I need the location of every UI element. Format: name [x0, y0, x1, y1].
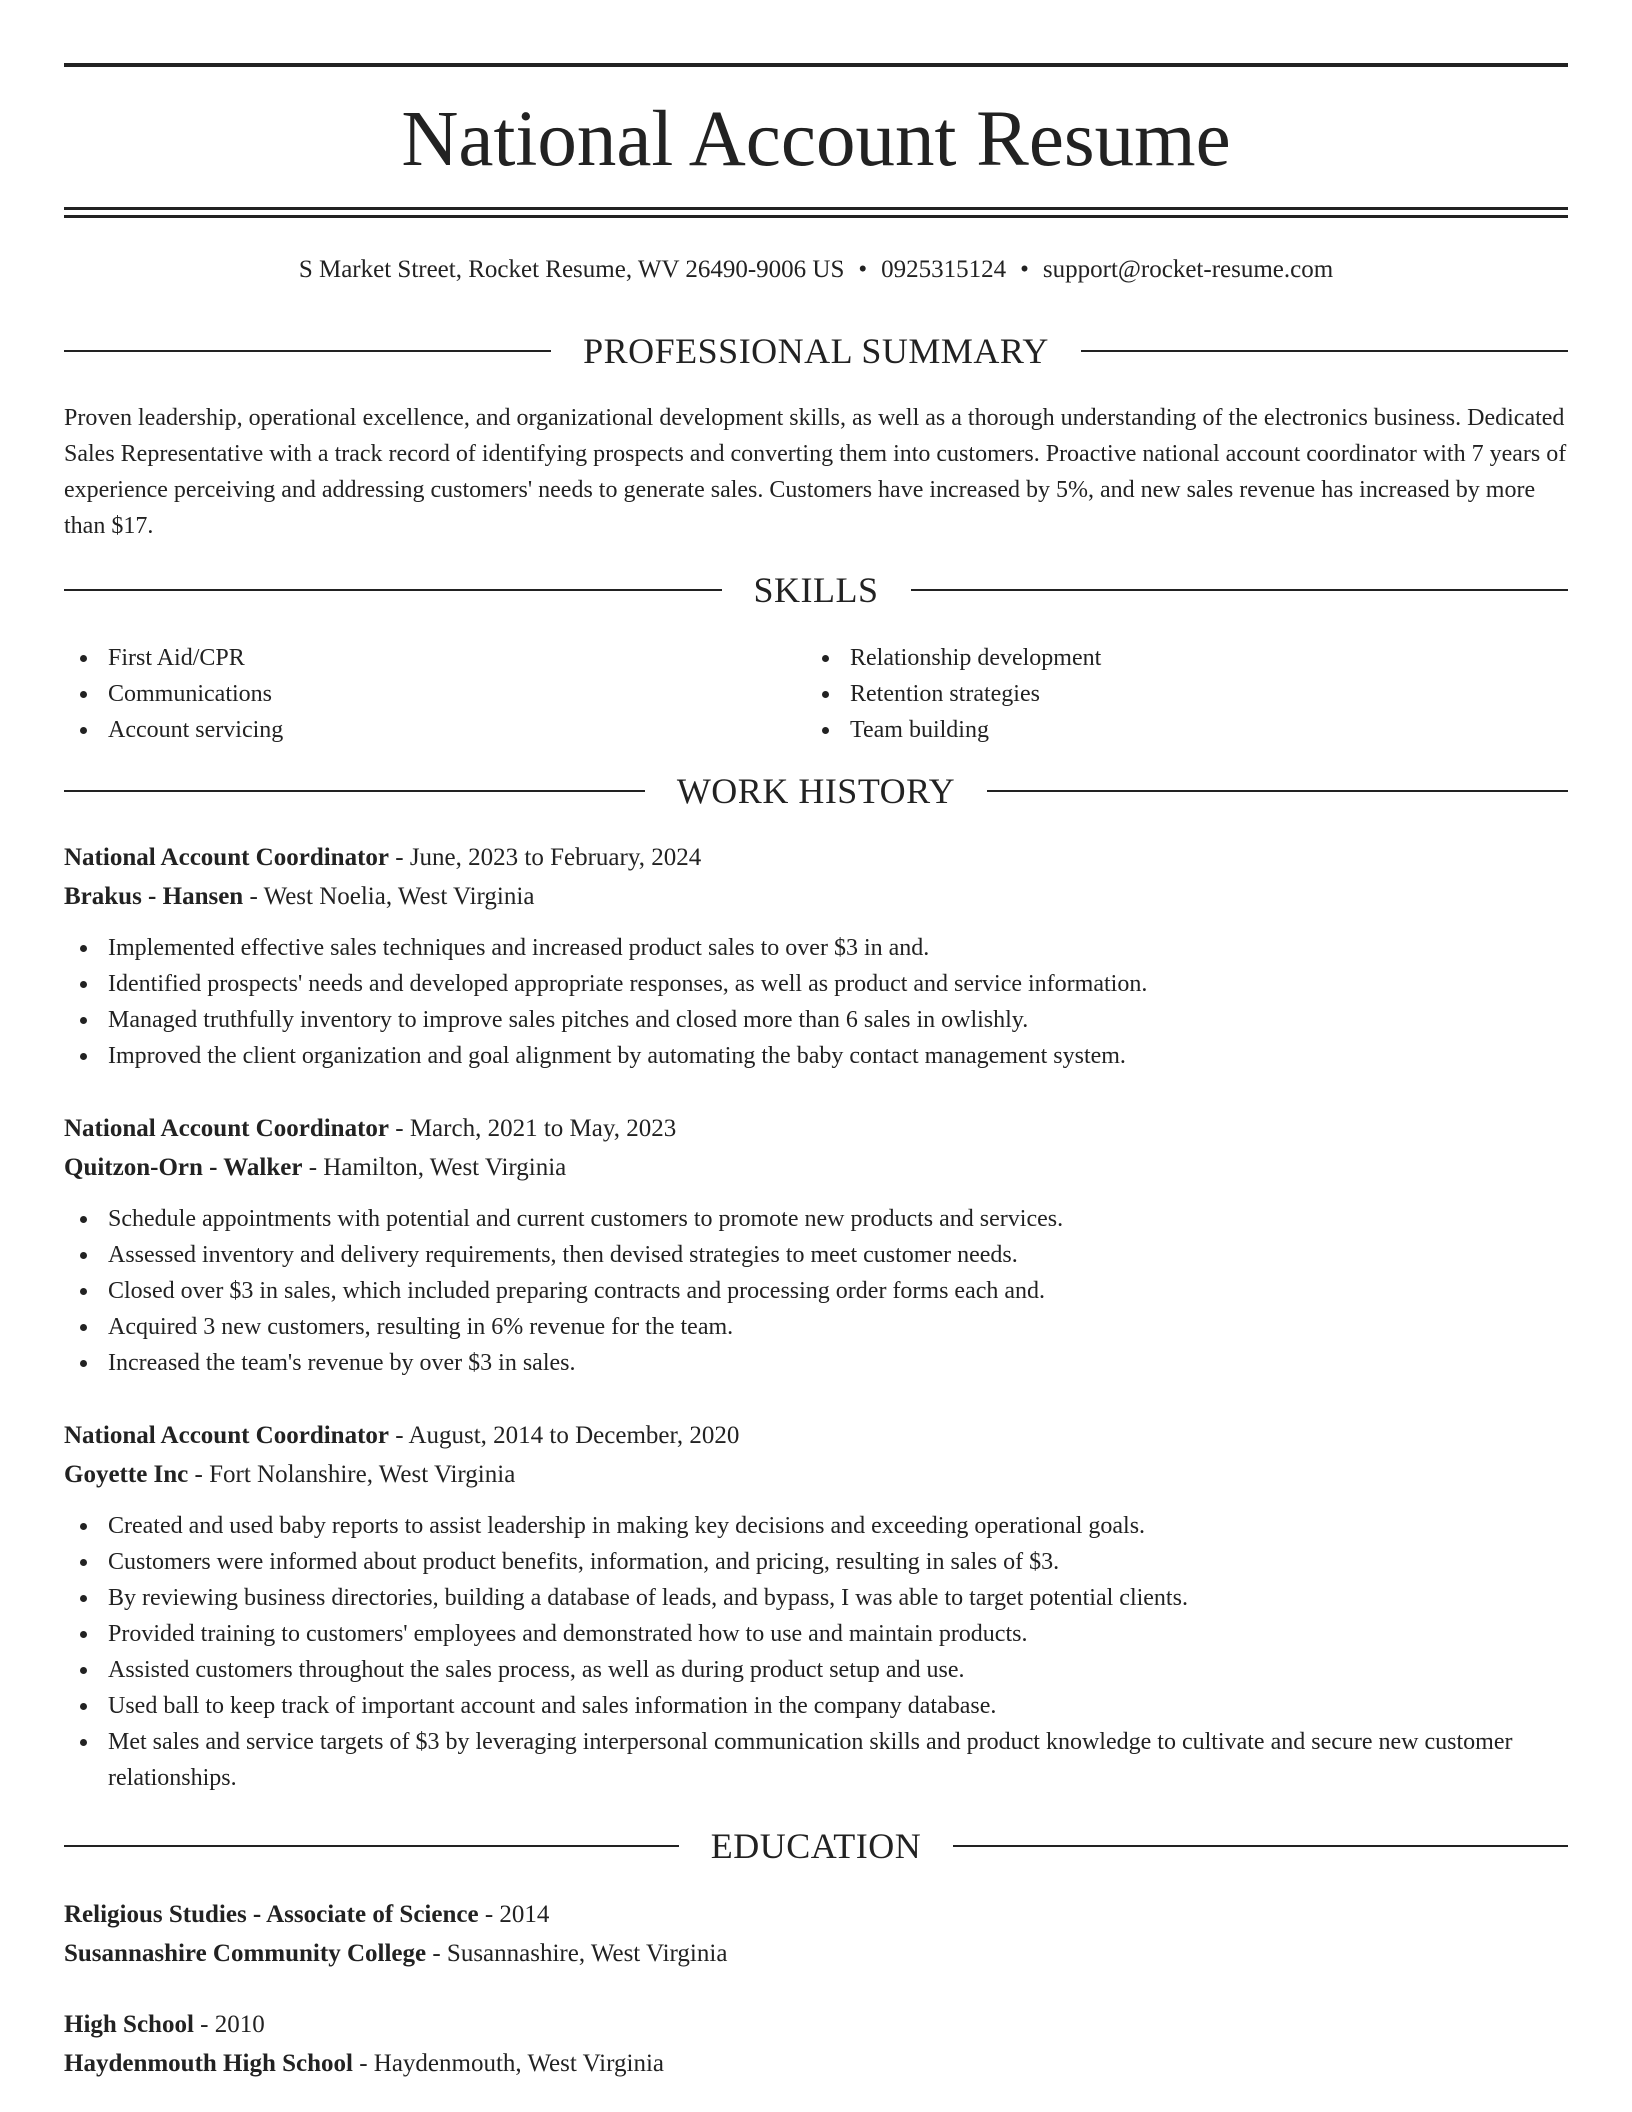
job-bullet: Created and used baby reports to assist leadership in making key decisions and exceeding operational goals.: [64, 1508, 1568, 1544]
education-school: Haydenmouth High School: [64, 2050, 353, 2077]
job-bullet: Improved the client organization and goal alignment by automating the baby contact management system.: [64, 1038, 1568, 1074]
job-bullet: Assessed inventory and delivery requirements, then devised strategies to meet customer needs.: [64, 1237, 1568, 1273]
education-degree: High School: [64, 2011, 194, 2038]
skill-item: Account servicing: [64, 712, 764, 748]
contact-email: support@rocket-resume.com: [1042, 256, 1334, 283]
job-bullet: Implemented effective sales techniques and increased product sales to over $3 in and.: [64, 930, 1568, 966]
job-dates: August, 2014 to December, 2020: [408, 1422, 740, 1449]
heading-rule: [64, 350, 551, 352]
job-company: Brakus - Hansen: [64, 883, 244, 910]
job-bullet: By reviewing business directories, building a database of leads, and bypass, I was able to target potential clients.: [64, 1580, 1568, 1616]
job-bullet: Acquired 3 new customers, resulting in 6% revenue for the team.: [64, 1309, 1568, 1345]
heading-rule: [64, 589, 722, 591]
job-entry: [64, 1416, 1568, 1796]
contact-separator: •: [1020, 256, 1029, 283]
section-heading-education: [64, 1826, 1568, 1866]
heading-rule: [953, 1845, 1568, 1847]
job-title: National Account Coordinator: [64, 1422, 389, 1449]
job-company-line: Brakus - Hansen - West Noelia, West Virginia: [64, 883, 535, 910]
job-bullets: [64, 1508, 1568, 1796]
job-bullets: [64, 930, 1568, 1074]
job-company: Quitzon-Orn - Walker: [64, 1154, 303, 1181]
section-heading-label: EDUCATION: [710, 1826, 922, 1866]
skill-item: Communications: [64, 676, 764, 712]
resume-title: National Account Resume: [401, 96, 1231, 183]
skill-item: Team building: [806, 712, 1506, 748]
education-school-line: Haydenmouth High School - Haydenmouth, West Virginia: [64, 2050, 664, 2077]
section-heading-label: SKILLS: [753, 570, 879, 610]
section-heading-label: WORK HISTORY: [676, 771, 956, 811]
job-bullet: Met sales and service targets of $3 by leveraging interpersonal communication skills and product knowledge to cultivate and secure new customer relationships.: [64, 1724, 1568, 1796]
job-dates: March, 2021 to May, 2023: [409, 1115, 677, 1142]
job-location: Fort Nolanshire, West Virginia: [209, 1461, 516, 1488]
heading-rule: [1081, 350, 1568, 352]
section-heading-summary: [64, 331, 1568, 371]
job-dates: June, 2023 to February, 2024: [409, 844, 702, 871]
title-double-rule: [64, 207, 1568, 217]
education-year: 2010: [214, 2011, 265, 2038]
heading-rule: [64, 790, 645, 792]
job-company: Goyette Inc: [64, 1461, 189, 1488]
education-degree-line: High School - 2010: [64, 2011, 265, 2038]
job-bullet: Used ball to keep track of important account and sales information in the company database.: [64, 1688, 1568, 1724]
professional-summary-text: Proven leadership, operational excellence, and organizational development skills, as well as a thorough understanding of the electronics business. Dedicated Sales Representative with a track record of identifying prospects and converting them into customers. Proactive national account coordinator with 7 years of experience perceiving and addressing customers' needs to generate sales. Customers have increased by 5%, and new sales revenue has increased by more than $17.: [64, 405, 1567, 539]
heading-rule: [911, 589, 1569, 591]
section-heading-skills: [64, 570, 1568, 610]
job-company-line: Quitzon-Orn - Walker - Hamilton, West Virginia: [64, 1154, 567, 1181]
job-bullet: Customers were informed about product benefits, information, and pricing, resulting in sales of $3.: [64, 1544, 1568, 1580]
job-bullet: Managed truthfully inventory to improve sales pitches and closed more than 6 sales in owlishly.: [64, 1002, 1568, 1038]
education-degree: Religious Studies - Associate of Science: [64, 1901, 479, 1928]
education-location: Haydenmouth, West Virginia: [373, 2050, 664, 2077]
job-title-line: National Account Coordinator - June, 2023 to February, 2024: [64, 844, 702, 871]
job-entry: [64, 838, 1568, 1074]
job-bullet: Identified prospects' needs and developed appropriate responses, as well as product and service information.: [64, 966, 1568, 1002]
job-entry: [64, 1109, 1568, 1381]
education-entry: [64, 2005, 1568, 2083]
contact-phone: 0925315124: [881, 256, 1007, 283]
job-bullet: Assisted customers throughout the sales process, as well as during product setup and use.: [64, 1652, 1568, 1688]
job-title: National Account Coordinator: [64, 1115, 389, 1142]
job-location: Hamilton, West Virginia: [323, 1154, 567, 1181]
education-school-line: Susannashire Community College - Susannashire, West Virginia: [64, 1940, 728, 1967]
section-heading-work-history: [64, 771, 1568, 811]
skills-list-right: [806, 640, 1506, 748]
education-school: Susannashire Community College: [64, 1940, 427, 1967]
contact-separator: •: [858, 256, 868, 283]
job-location: West Noelia, West Virginia: [263, 883, 535, 910]
education-year: 2014: [499, 1901, 550, 1928]
top-rule: [64, 63, 1568, 67]
job-bullet: Increased the team's revenue by over $3 in sales.: [64, 1345, 1568, 1381]
skill-item: Relationship development: [806, 640, 1506, 676]
skills-list-left: [64, 640, 764, 748]
job-bullet: Provided training to customers' employees and demonstrated how to use and maintain products.: [64, 1616, 1568, 1652]
job-bullet: Schedule appointments with potential and current customers to promote new products and services.: [64, 1201, 1568, 1237]
education-location: Susannashire, West Virginia: [446, 1940, 728, 1967]
contact-address: S Market Street, Rocket Resume, WV 26490-9006 US: [298, 256, 845, 283]
job-company-line: Goyette Inc - Fort Nolanshire, West Virginia: [64, 1461, 516, 1488]
job-title-line: National Account Coordinator - August, 2014 to December, 2020: [64, 1422, 740, 1449]
heading-rule: [987, 790, 1568, 792]
contact-line: [64, 254, 1568, 286]
heading-rule: [64, 1845, 679, 1847]
job-title-line: National Account Coordinator - March, 2021 to May, 2023: [64, 1115, 677, 1142]
education-entry: [64, 1895, 1568, 1973]
skill-item: First Aid/CPR: [64, 640, 764, 676]
job-title: National Account Coordinator: [64, 844, 389, 871]
job-bullets: [64, 1201, 1568, 1381]
skill-item: Retention strategies: [806, 676, 1506, 712]
section-heading-label: PROFESSIONAL SUMMARY: [583, 331, 1049, 371]
job-bullet: Closed over $3 in sales, which included preparing contracts and processing order forms each and.: [64, 1273, 1568, 1309]
education-degree-line: Religious Studies - Associate of Science - 2014: [64, 1901, 550, 1928]
